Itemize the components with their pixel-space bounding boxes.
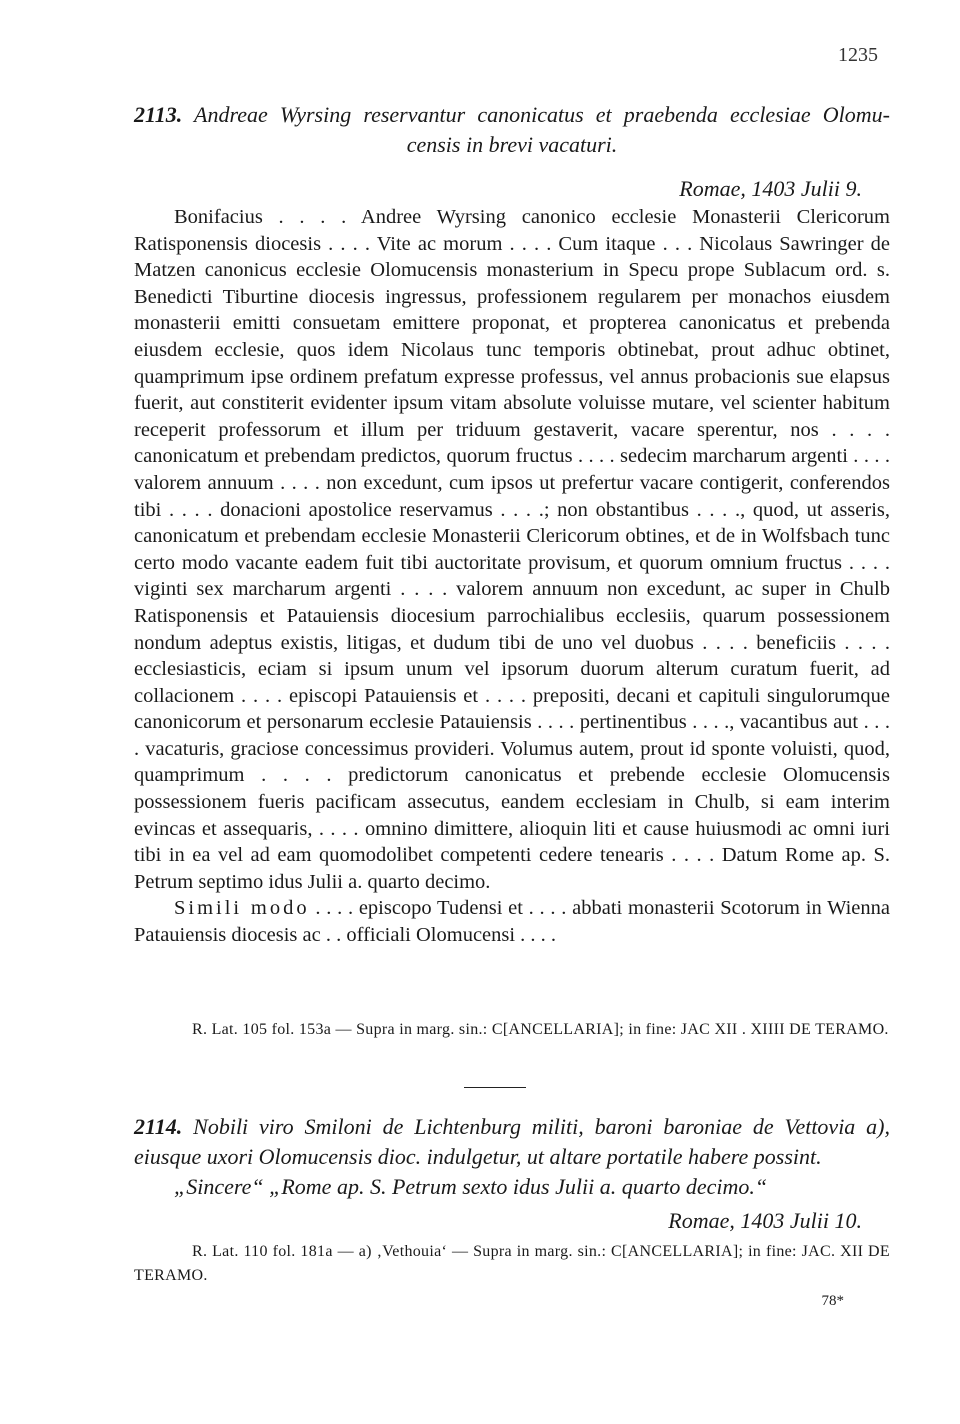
entry-2113-number: 2113. bbox=[134, 102, 183, 127]
entry-2114-place-date: Romae, 1403 Julii 10. bbox=[668, 1208, 862, 1233]
entry-2114-heading bbox=[134, 1112, 890, 1236]
entry-2114-incipit: „Sincere“ „Rome ap. S. Petrum sexto idus Julii a. quarto decimo.“ bbox=[174, 1174, 768, 1199]
entry-2113-note: R. Lat. 105 fol. 153a — Supra in marg. sin.: C[ANCELLARIA]; in fine: JAC XII . XIIII DE TERAMO. bbox=[192, 1021, 889, 1038]
entry-2113-simili-text: . . . . episcopo Tudensi et . . . . abbati monasterii Scotorum in Wienna Patauiensis diocesis ac . . officiali Olomucensi . . . . bbox=[134, 897, 890, 947]
entry-2114-title: Nobili viro Smiloni de Lichtenburg militi, baroni baroniae de Vettovia a), eiusque uxori Olomucensis dioc. indulgetur, ut altare portatile habere possint. bbox=[134, 1114, 890, 1169]
entry-2114-note: R. Lat. 110 fol. 181a — a) ‚Vethouia‘ — Supra in marg. sin.: C[ANCELLARIA]; in fine: JAC. XII DE TERAMO. bbox=[134, 1243, 890, 1284]
entry-2113-simili bbox=[134, 895, 890, 948]
entry-divider bbox=[464, 1087, 526, 1088]
simili-modo-spaced: Simili modo bbox=[174, 897, 310, 920]
entry-2113-heading bbox=[134, 100, 890, 204]
entry-2113-title-line1: Andreae Wyrsing reservantur canonicatus et praebenda ecclesiae Olomu- bbox=[194, 102, 890, 127]
sheet-signature: 78* bbox=[821, 1293, 844, 1309]
entry-2113-title-line2: censis in brevi vacaturi. bbox=[406, 132, 618, 157]
entry-2113-text: Bonifacius . . . . Andree Wyrsing canonico ecclesie Monasterii Clericorum Ratisponensis diocesis . . . . Vite ac morum . . . . Cum itaque . . . Nicolaus Sawringer de Matzen canonicus ecclesie Olomucensis monasterium in Specu prope Sublacum ord. s. Benedicti Tiburtine diocesis ingressus, professionem regularem per monachos eiusdem monasterii emitti consuetam emittere proponat, et propterea canonicatus et prebenda eiusdem ecclesie, quos idem Nicolaus tunc temporis obtinebat, prout adhuc obtinet, quamprimum ipse ordinem prefatum expresse professus, vel annus probacionis sue elapsus fuerit, aut constiterit evidenter ipsum vitam absolute voluisse mutare, vel scienter habitum receperit professorum et illum per triduum gestaverit, vacare sperentur, nos . . . . canonicatum et prebendam predictos, quorum fructus . . . . sedecim marcharum argenti . . . . valorem annuum . . . . non excedunt, cum ipsos ut prefertur vacare contigerit, conferendos tibi . . . . donacioni apostolice reservamus . . . .; non obstantibus . . . ., quod, ut asseris, canonicatum et prebendam ecclesie Monasterii Clericorum obtines, et de in Wolfsbach tunc certo modo vacante eadem fuit tibi auctoritate provisum, et quorum omnium fructus . . . . viginti sex marcharum argenti . . . . valorem annuum non excedunt, ac super in Chulb Ratisponensis et Patauiensis diocesium parrochialibus ecclesiis, quarum possessionem nondum adeptus existis, litigas, et dudum tibi de uno vel duobus . . . . beneficiis . . . . ecclesiasticis, eciam si ipsum unum vel ipsorum duorum alterum curatum fuerit, ad collacionem . . . . episcopi Patauiensis et . . . . prepositi, decani et capituli singulorumque canonicorum et personarum ecclesie Patauiensis . . . . pertinentibus . . . ., vacantibus aut . . . . vacaturis, graciose concessimus provideri. Volumus autem, prout id sponte voluisti, quod, quamprimum . . . . predictorum canonicatus et prebende ecclesie Olomucensis possessionem fueris pacificam assecutus, eandem ecclesiam in Chulb, si eam interim evincas et assequaris, . . . . omnino dimittere, alioquin liti et cause huiusmodi ac omni iuri tibi in ea vel ad eam quomodolibet competenti cedere tenearis . . . . Datum Rome ap. S. Petrum septimo idus Julii a. quarto decimo. bbox=[134, 206, 890, 893]
entry-2113-body bbox=[134, 204, 890, 949]
entry-2114-number: 2114. bbox=[134, 1114, 183, 1139]
entry-2114-title-block bbox=[134, 1112, 890, 1172]
entry-2113-place-date: Romae, 1403 Julii 9. bbox=[679, 176, 862, 201]
page-number: 1235 bbox=[838, 44, 878, 66]
